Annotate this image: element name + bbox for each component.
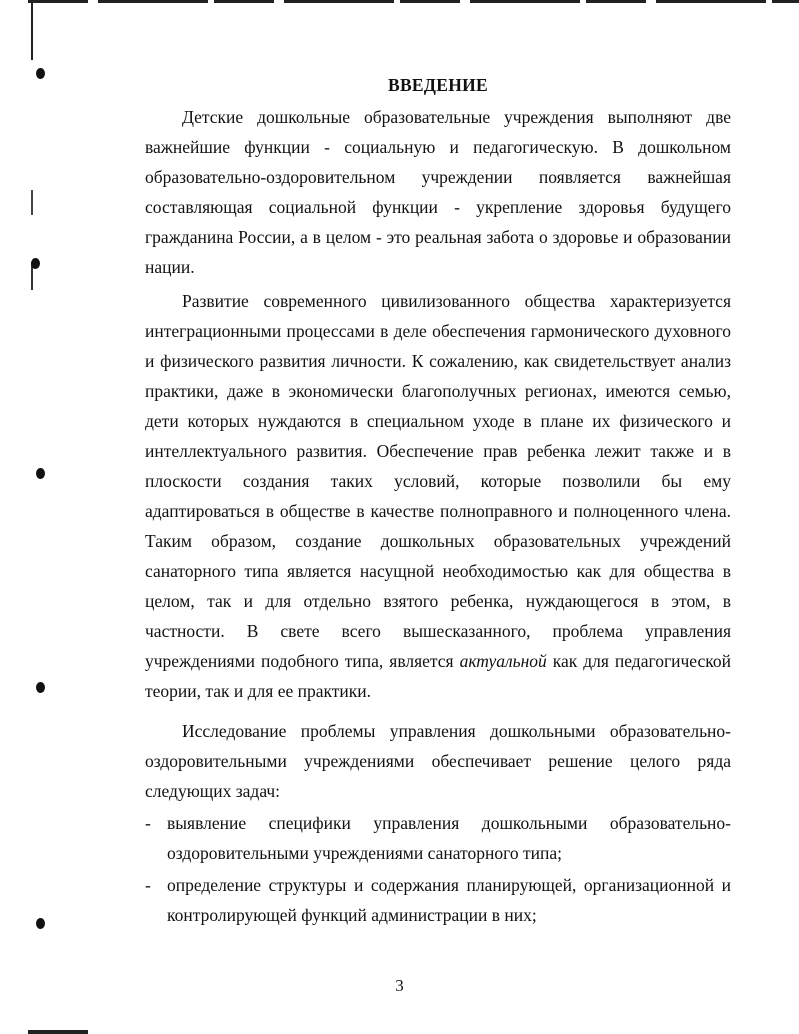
binding-hole-dot — [31, 258, 40, 269]
emphasis-term: актуальной — [459, 651, 547, 671]
paragraph-tasks-intro: Исследование проблемы управления дошкольными образовательно-оздоровительными учреждениями обеспечивает решение целого ряда следующих задач: — [145, 721, 731, 801]
page-title: ВВЕДЕНИЕ — [387, 75, 489, 95]
binding-hole-dot — [36, 468, 45, 479]
page-number: 3 — [395, 976, 404, 995]
scan-bottom-edge — [28, 1030, 88, 1034]
list-item — [145, 808, 731, 868]
paragraph-relevance-tail: как для педагогической теории, так и для ее практики. — [145, 651, 731, 701]
list-item-text: выявление специфики управления дошкольными образовательно-оздоровительными учреждениями санаторного типа; — [167, 813, 731, 863]
paragraph-relevance-text: Развитие современного цивилизованного общества характеризуется интеграционными процессами в деле обеспечения гармонического духовного и физического развития личности. К сожалению, как свидетельствует анализ практики, даже в экономически благополучных регионах, имеются семью, дети которых нуждаются в специальном уходе в плане их физического и интеллектуального развития. Обеспечение прав ребенка лежит также и в плоскости создания таких условий, которые позволили бы ему адаптироваться в обществе в качестве полноправного и полноценного члена. Таким образом, создание дошкольных образовательных учреждений санаторного типа является насущной необходимостью как для общества в целом, так и для отдельно взятого ребенка, нуждающегося в этом, в частности. В свете всего вышесказанного, проблема управления учреждениями подобного типа, является — [145, 291, 731, 671]
list-dash: - — [145, 813, 151, 833]
document-page — [145, 70, 731, 930]
scan-top-edge — [28, 0, 799, 3]
scan-left-edge — [31, 0, 33, 300]
paragraph-intro: Детские дошкольные образовательные учреждения выполняют две важнейшие функции - социальную и педагогическую. В дошкольном образовательно-оздоровительном учреждении появляется важнейшая составляющая социальной функции - укрепление здоровья будущего гражданина России, а в целом - это реальная забота о здоровье и образовании нации. — [145, 107, 731, 277]
list-item — [145, 870, 731, 930]
binding-hole-dot — [36, 918, 45, 929]
list-dash: - — [145, 875, 151, 895]
binding-hole-dot — [36, 682, 45, 693]
task-list — [145, 808, 731, 930]
paragraph-relevance — [145, 286, 731, 706]
list-item-text: определение структуры и содержания планирующей, организационной и контролирующей функций администрации в них; — [167, 875, 731, 925]
binding-hole-dot — [36, 68, 45, 79]
